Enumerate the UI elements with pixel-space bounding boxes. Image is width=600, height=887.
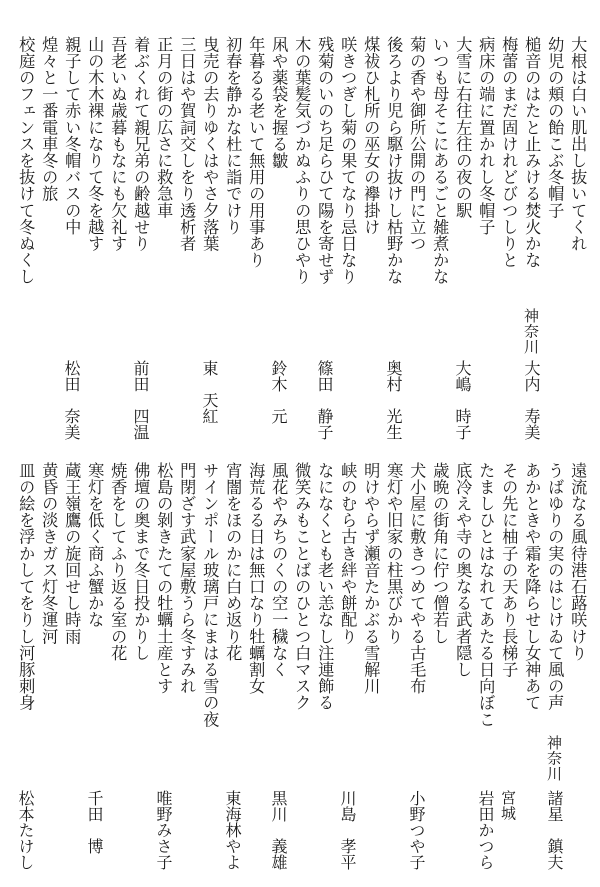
haiku-line: その先に柚子の天あり長梯子 xyxy=(499,462,519,678)
author-name: 東 天紅 xyxy=(200,360,219,424)
haiku-line: 年暮るる老いて無用の用事あり xyxy=(246,36,266,269)
haiku-line: 大根は白い肌出し抜いてくれ xyxy=(568,36,588,252)
haiku-line: サインポール玻璃戸にまはる雪の夜 xyxy=(200,462,220,728)
haiku-line: 大雪に右往左往の夜の駅 xyxy=(453,36,473,219)
haiku-line: 幼児の頬の飴こぶ冬帽子 xyxy=(545,36,565,219)
author-name: 大内 寿美 xyxy=(522,360,541,440)
haiku-line: 曳売の去りゆくはやさ夕落葉 xyxy=(200,36,220,252)
author-name: 松本たけし xyxy=(16,790,35,870)
author-name: 唯野みさ子 xyxy=(154,790,173,870)
haiku-line: 親子して赤い冬帽バスの中 xyxy=(62,36,82,236)
haiku-line: 犬小屋に敷きつめてやる古毛布 xyxy=(407,462,427,695)
haiku-line: たましひとはなれてあたる日向ぼこ xyxy=(476,462,496,728)
haiku-line: 峡のむら古き絆や餅配り xyxy=(338,462,358,645)
haiku-line: 後ろより児ら駆け抜けし枯野かな xyxy=(384,36,404,285)
author-name: 諸星 鎮夫 xyxy=(545,790,564,870)
haiku-line: うばゆりの実のはじけゐて風の声 xyxy=(545,462,565,711)
haiku-line: 煤祓ひ札所の巫女の襷掛け xyxy=(361,36,381,236)
haiku-line: 咲きつぎし菊の果てなり忌日なり xyxy=(338,36,358,285)
author-name: 岩田かつら xyxy=(476,790,495,870)
haiku-line: 着ぶくれて親兄弟の齢越せり xyxy=(131,36,151,252)
author-name: 松田 奈美 xyxy=(62,360,81,440)
haiku-line: 皿の絵を浮かしてをりし河豚刺身 xyxy=(16,462,36,711)
author-name: 奥村 光生 xyxy=(384,360,403,440)
haiku-line: 初春を静かな杜に詣でけり xyxy=(223,36,243,236)
haiku-line: 松島の剝きたての牡蠣土産とす xyxy=(154,462,174,695)
haiku-line: 残菊のいのち足らひて陽を寄せず xyxy=(315,36,335,285)
haiku-line: 海荒るる日は無口なり牡蠣割女 xyxy=(246,462,266,695)
haiku-line: 凩や薬袋を握る皺 xyxy=(269,36,289,169)
haiku-line: 寒灯を低く商ふ蟹かな xyxy=(85,462,105,628)
haiku-line: 槌音のはたと止みける焚火かな xyxy=(522,36,542,269)
author-prefecture: 神奈川 xyxy=(522,308,540,355)
haiku-line: 山の木木裸になりて冬を越す xyxy=(85,36,105,252)
author-name: 東海林やよ xyxy=(223,790,242,870)
haiku-line: 木の葉髪気づかぬふりの思ひやり xyxy=(292,36,312,285)
author-prefecture: 宮城 xyxy=(499,790,517,821)
author-name: 前田 四温 xyxy=(131,360,150,440)
haiku-line: 寒灯や旧家の柱黒びかり xyxy=(384,462,404,645)
haiku-line: 門閉ざす武家屋敷うら冬すみれ xyxy=(177,462,197,695)
haiku-line: あかときや霜を降らせし女神あて xyxy=(522,462,542,711)
author-name: 鈴木 元 xyxy=(269,360,288,424)
haiku-line: 黄昏の淡きガス灯冬運河 xyxy=(39,462,59,645)
haiku-line: 明けやらず瀬音たかぶる雪解川 xyxy=(361,462,381,695)
haiku-line: 佛壇の奥まで冬日投かりし xyxy=(131,462,151,662)
author-name: 大嶋 時子 xyxy=(453,360,472,440)
haiku-line: 正月の街の広さに救急車 xyxy=(154,36,174,219)
author-name: 千田 博 xyxy=(85,790,104,854)
haiku-line: 遠流なる風待港石蕗咲けり xyxy=(568,462,588,662)
author-name: 黒川 義雄 xyxy=(269,790,288,870)
haiku-line: いつも母そこにあるごと雑煮かな xyxy=(430,36,450,285)
haiku-line: 歳晩の街角に佇つ僧若し xyxy=(430,462,450,645)
author-prefecture: 神奈川 xyxy=(545,735,563,782)
haiku-line: 梅蕾のまだ固けれどびつしりと xyxy=(499,36,519,269)
haiku-line: 風花やみちのくの空一穢なく xyxy=(269,462,289,678)
author-name: 篠田 静子 xyxy=(315,360,334,440)
haiku-line: 微笑みもことばのひとつ白マスク xyxy=(292,462,312,711)
haiku-line: 底冷えや寺の奥なる武者隠し xyxy=(453,462,473,678)
haiku-line: 校庭のフェンスを抜けて冬ぬくし xyxy=(16,36,36,285)
haiku-line: 三日はや賀詞交しをり透析者 xyxy=(177,36,197,252)
haiku-line: 菊の香や御所公開の門に立つ xyxy=(407,36,427,252)
haiku-line: 病床の端に置かれし冬帽子 xyxy=(476,36,496,236)
haiku-line: なになくとも老い恙なし注連飾る xyxy=(315,462,335,711)
haiku-line: 蔵王嶺鷹の旋回せし時雨 xyxy=(62,462,82,645)
author-name: 小野つや子 xyxy=(407,790,426,870)
author-name: 川島 孝平 xyxy=(338,790,357,870)
haiku-line: 煌々と一番電車冬の旅 xyxy=(39,36,59,202)
haiku-line: 焼香をしてふり返る室の花 xyxy=(108,462,128,662)
haiku-line: 吾老いぬ歳暮もなにも欠礼す xyxy=(108,36,128,252)
haiku-line: 宵闇をほのかに白め返り花 xyxy=(223,462,243,662)
